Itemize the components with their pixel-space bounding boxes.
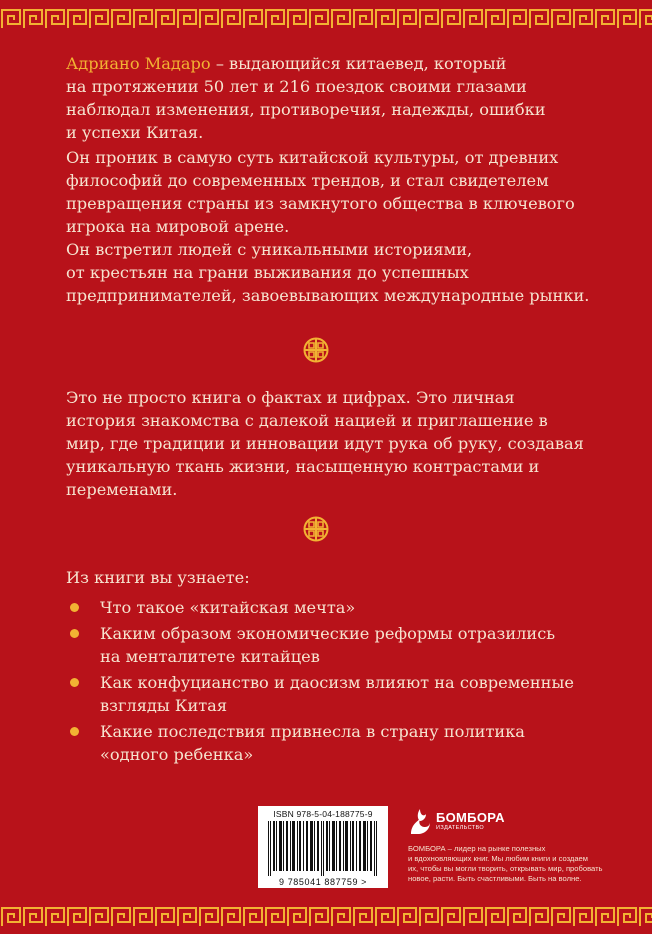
- top-greek-key-border: [0, 8, 652, 30]
- greek-key-border-icon: [0, 906, 652, 928]
- text-line: уникальную ткань жизни, насыщенную контрастами и: [66, 457, 540, 476]
- text-line: и вдохновляющих книг. Мы любим книги и создаем: [408, 854, 589, 863]
- list-item-line: на менталитете китайцев: [100, 647, 320, 666]
- list-item-line: Что такое «китайская мечта»: [100, 598, 356, 617]
- text-line: превращения страны из замкнутого общества в ключевого: [66, 194, 575, 213]
- list-item-line: Каким образом экономические реформы отразились: [100, 624, 556, 643]
- text-line: Он проник в самую суть китайской культуры, от древних: [66, 148, 559, 167]
- chinese-knot-ornament-icon: [303, 337, 329, 363]
- bullet-dot-icon: [70, 727, 79, 736]
- text-line: от крестьян на грани выживания до успешных: [66, 263, 469, 282]
- text-line: наблюдал изменения, противоречия, надежды, ошибки: [66, 100, 546, 119]
- bullet-dot-icon: [70, 629, 79, 638]
- list-item: [66, 596, 606, 619]
- text-line: Это не просто книга о фактах и цифрах. Это личная: [66, 388, 515, 407]
- text-line: их, чтобы вы могли творить, открывать мир, пробовать: [408, 864, 603, 873]
- barcode-bars: [266, 821, 380, 876]
- people-paragraph: [66, 238, 606, 307]
- text-line: БОМБОРА – лидер на рынке полезных: [408, 844, 546, 853]
- personal-story-paragraph: [66, 386, 606, 501]
- bottom-greek-key-border: [0, 906, 652, 928]
- isbn-barcode: [258, 806, 388, 888]
- text-line: новое, расти. Быть счастливыми. Быть на волне.: [408, 874, 582, 883]
- isbn-text: ISBN 978-5-04-188775-9: [273, 809, 373, 819]
- text-line: игрока на мировой арене.: [66, 217, 290, 236]
- author-name: Адриано Мадаро: [66, 54, 211, 73]
- intro-paragraph-author: [66, 52, 606, 144]
- chinese-knot-ornament-icon: [303, 516, 329, 542]
- list-item: [66, 671, 606, 717]
- text-line: философий до современных трендов, и стал свидетелем: [66, 171, 549, 190]
- publisher-description: [408, 844, 613, 884]
- text-line: на протяжении 50 лет и 216 поездок своими глазами: [66, 77, 527, 96]
- text-line: – выдающийся китаевед, который: [210, 54, 507, 73]
- text-line: Он встретил людей с уникальными историями,: [66, 240, 473, 259]
- barcode-number: 9 785041 887759 >: [278, 877, 368, 887]
- publisher-subtitle: ИЗДАТЕЛЬСТВО: [436, 825, 485, 831]
- text-line: мир, где традиции и инновации идут рука об руку, создавая: [66, 434, 584, 453]
- culture-paragraph: [66, 146, 606, 238]
- list-item: [66, 720, 606, 766]
- publisher-name: БОМБОРА: [436, 810, 505, 825]
- text-line: предпринимателей, завоевывающих международные рынки.: [66, 286, 590, 305]
- bombora-wave-icon: [408, 806, 432, 836]
- list-item: [66, 622, 606, 668]
- learn-list: [66, 596, 606, 769]
- bullet-dot-icon: [70, 678, 79, 687]
- publisher-logo: [408, 806, 608, 836]
- list-item-line: Какие последствия привнесла в страну политика: [100, 722, 525, 741]
- list-item-line: взгляды Китая: [100, 696, 228, 715]
- text-line: и успехи Китая.: [66, 123, 204, 142]
- text-line: переменами.: [66, 480, 178, 499]
- list-item-line: Как конфуцианство и даосизм влияют на современные: [100, 673, 574, 692]
- learn-list-title: Из книги вы узнаете:: [66, 568, 250, 587]
- list-item-line: «одного ребенка»: [100, 745, 254, 764]
- greek-key-border-icon: [0, 8, 652, 30]
- bullet-dot-icon: [70, 603, 79, 612]
- publisher-block: [408, 806, 608, 883]
- text-line: история знакомства с далекой нацией и приглашение в: [66, 411, 548, 430]
